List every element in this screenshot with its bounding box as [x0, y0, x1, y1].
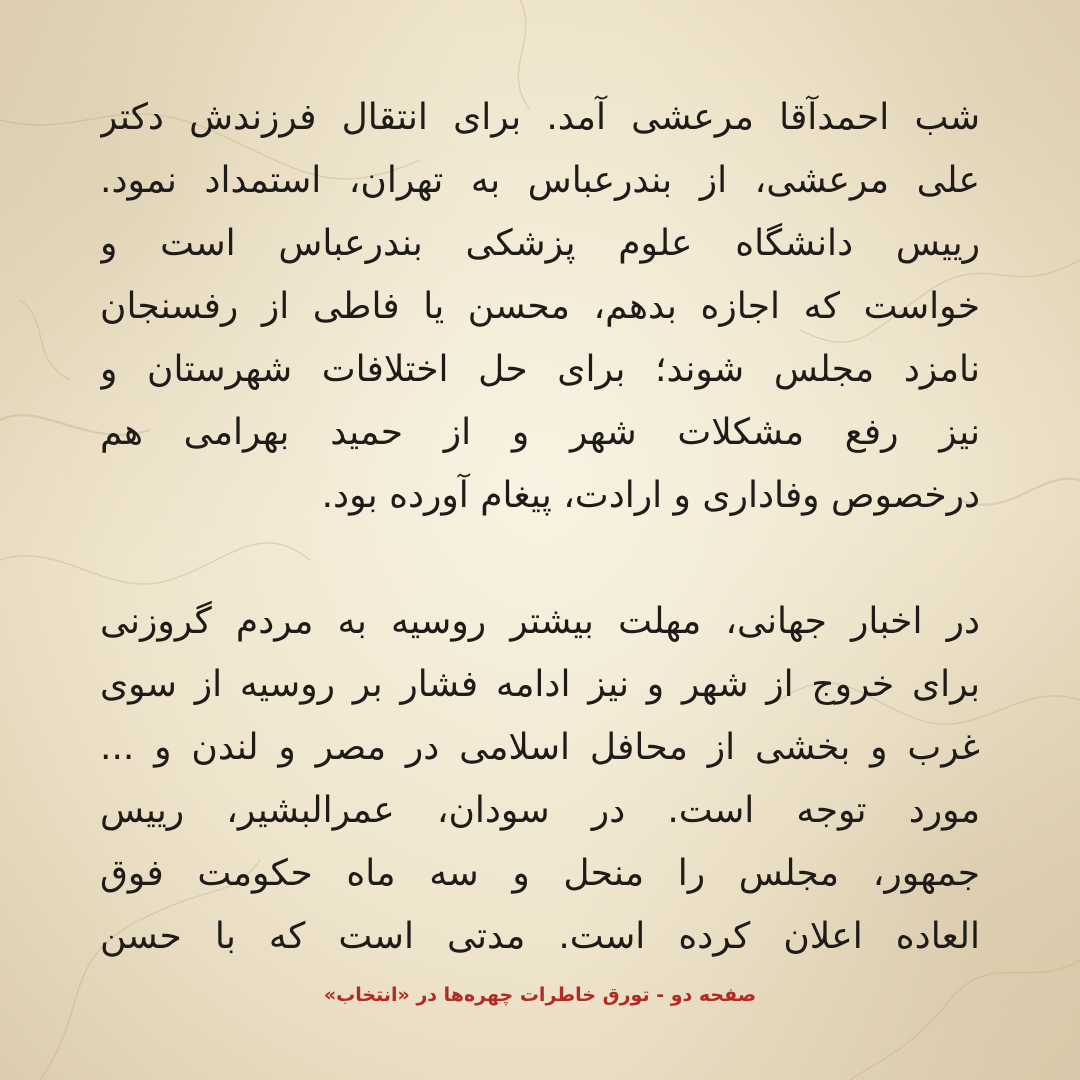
text-line: در اخبار جهانی، مهلت بیشتر روسیه به مردم گروزنی — [100, 601, 980, 642]
text-line: رییس دانشگاه علوم پزشکی بندرعباس است و — [100, 223, 980, 264]
text-line: شب احمدآقا مرعشی آمد. برای انتقال فرزندش دکتر — [100, 97, 980, 138]
text-line: العاده اعلان کرده است. مدتی است که با حسن — [100, 916, 980, 957]
crease-line — [20, 300, 70, 380]
diary-paragraph-1 — [100, 86, 980, 527]
text-line: نامزد مجلس شوند؛ برای حل اختلافات شهرستان و — [100, 349, 980, 390]
page-footer-caption: صفحه دو - تورق خاطرات چهره‌ها در «انتخاب» — [323, 984, 757, 1006]
text-line: برای خروج از شهر و نیز ادامه فشار بر روسیه از سوی — [100, 664, 980, 705]
text-line: جمهور، مجلس را منحل و سه ماه حکومت فوق — [100, 853, 980, 894]
text-line: درخصوص وفاداری و ارادت، پیغام آورده بود. — [321, 475, 980, 516]
crease-line — [0, 543, 310, 584]
text-line: مورد توجه است. در سودان، عمرالبشیر، رییس — [100, 790, 980, 831]
text-line: غرب و بخشی از محافل اسلامی در مصر و لندن و ... — [100, 727, 980, 768]
crease-line — [850, 960, 1080, 1080]
text-line: نیز رفع مشکلات شهر و از حمید بهرامی هم — [100, 412, 980, 453]
diary-paragraph-2 — [100, 590, 980, 968]
text-line: خواست که اجازه بدهم، محسن یا فاطی از رفسنجان — [100, 286, 980, 327]
text-line: علی مرعشی، از بندرعباس به تهران، استمداد نمود. — [100, 160, 980, 201]
